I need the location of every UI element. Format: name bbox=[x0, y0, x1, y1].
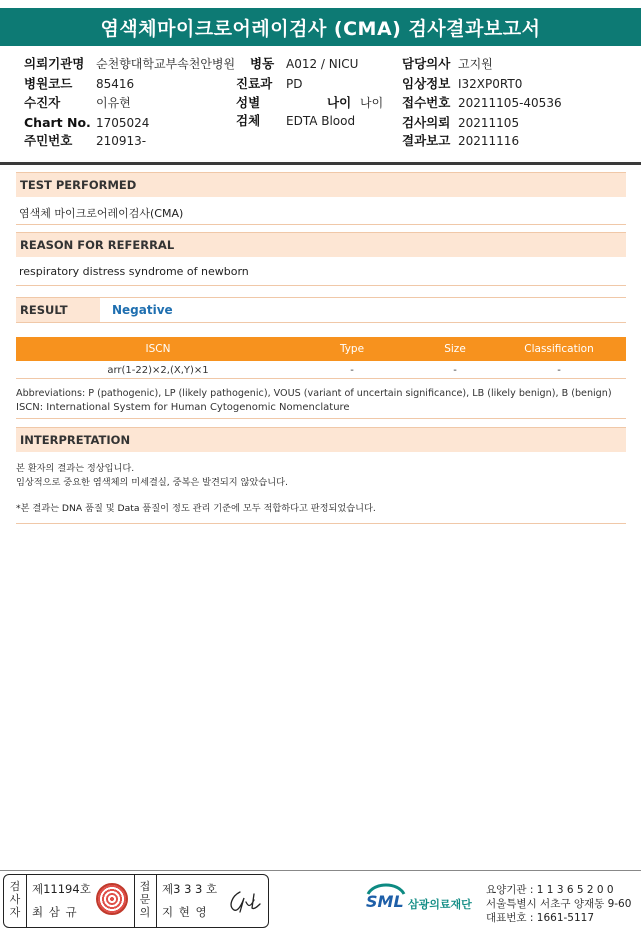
dept-label: 진료과 bbox=[236, 76, 273, 91]
col-classification: Classification bbox=[524, 343, 594, 355]
age-value: 나이 bbox=[360, 96, 384, 110]
cell-classification: - bbox=[557, 365, 561, 376]
result-row bbox=[16, 297, 626, 323]
result-value: Negative bbox=[112, 303, 173, 317]
examiner-name: 최 삼 규 bbox=[32, 905, 78, 919]
section-divider bbox=[16, 418, 626, 419]
confirmer-name: 지 현 영 bbox=[162, 905, 208, 919]
result-label: RESULT bbox=[16, 298, 100, 322]
col-size: Size bbox=[444, 343, 466, 355]
examiner-label bbox=[5, 880, 25, 919]
examiner-label-text: 검사자 bbox=[9, 880, 21, 919]
cell-iscn: arr(1-22)×2,(X,Y)×1 bbox=[107, 365, 209, 376]
clinical-value: I32XP0RT0 bbox=[458, 77, 523, 91]
referral-header: REASON FOR REFERRAL bbox=[16, 232, 626, 257]
doctor-value: 고지원 bbox=[458, 57, 493, 71]
logo-text: SML bbox=[366, 892, 404, 911]
receipt-label: 접수번호 bbox=[402, 95, 451, 110]
request-org-value: 순천향대학교부속천안병원 bbox=[96, 57, 236, 71]
ward-label: 병동 bbox=[250, 56, 275, 71]
age-label: 나이 bbox=[327, 95, 352, 110]
report-title: 염색체마이크로어레이검사 (CMA) 검사결과보고서 bbox=[0, 8, 641, 46]
vertical-divider bbox=[26, 874, 27, 928]
test-performed-value: 염색체 마이크로어레이검사(CMA) bbox=[19, 207, 184, 220]
id-value: 210913- bbox=[96, 134, 147, 148]
report-date-value: 20211116 bbox=[458, 134, 520, 148]
examiner-number: 제11194호 bbox=[32, 882, 91, 896]
doctor-label: 담당의사 bbox=[402, 56, 451, 71]
result-table-header bbox=[16, 337, 626, 361]
referral-value: respiratory distress syndrome of newborn bbox=[19, 265, 249, 278]
org-code: 요양기관 : 1 1 3 6 5 2 0 0 bbox=[486, 884, 614, 896]
chart-value: 1705024 bbox=[96, 116, 150, 130]
id-label: 주민번호 bbox=[24, 133, 73, 148]
iscn-note: ISCN: International System for Human Cytogenomic Nomenclature bbox=[16, 402, 350, 413]
confirmer-label-text: 접문의 bbox=[139, 880, 151, 919]
org-name: 삼광의료재단 bbox=[408, 898, 472, 911]
official-seal-icon bbox=[96, 883, 128, 915]
ward-value: A012 / NICU bbox=[286, 57, 359, 71]
interpretation-line: 본 환자의 결과는 정상입니다. bbox=[16, 463, 135, 474]
signature-icon bbox=[226, 888, 262, 914]
hospital-code-value: 85416 bbox=[96, 77, 135, 91]
col-type: Type bbox=[339, 343, 365, 355]
request-date-label: 검사의뢰 bbox=[402, 115, 451, 130]
chart-label: Chart No. bbox=[24, 115, 91, 130]
confirmer-label bbox=[135, 880, 155, 919]
footer-divider bbox=[0, 870, 641, 871]
org-phone: 대표번호 : 1661-5117 bbox=[486, 912, 595, 924]
col-iscn: ISCN bbox=[145, 343, 171, 355]
dept-value: PD bbox=[286, 77, 303, 91]
sex-label: 성별 bbox=[236, 95, 261, 110]
table-row bbox=[16, 362, 626, 379]
request-date-value: 20211105 bbox=[458, 116, 520, 130]
header-divider bbox=[0, 162, 641, 165]
cell-size: - bbox=[453, 365, 457, 376]
interpretation-line: 임상적으로 중요한 염색체의 미세결실, 중복은 발견되지 않았습니다. bbox=[16, 477, 288, 488]
interpretation-note: *본 결과는 DNA 품질 및 Data 품질이 정도 관리 기준에 모두 적합하다고 판정되었습니다. bbox=[16, 503, 376, 514]
vertical-divider bbox=[156, 874, 157, 928]
report-date-label: 결과보고 bbox=[402, 133, 451, 148]
specimen-value: EDTA Blood bbox=[286, 114, 356, 128]
patient-value: 이유현 bbox=[96, 96, 131, 110]
hospital-code-label: 병원코드 bbox=[24, 76, 73, 91]
abbreviations-line: Abbreviations: P (pathogenic), LP (likely pathogenic), VOUS (variant of uncertain significance), LB (likely benign), B (benign) bbox=[16, 388, 612, 399]
clinical-label: 임상정보 bbox=[402, 76, 451, 91]
org-address: 서울특별시 서초구 양재동 9-60 bbox=[486, 898, 632, 910]
confirmer-number: 제3 3 3 호 bbox=[162, 882, 218, 896]
specimen-label: 검체 bbox=[236, 113, 261, 128]
section-divider bbox=[16, 224, 626, 225]
request-org-label: 의뢰기관명 bbox=[24, 56, 85, 71]
section-divider bbox=[16, 523, 626, 524]
section-divider bbox=[16, 285, 626, 286]
patient-label: 수진자 bbox=[24, 95, 61, 110]
receipt-value: 20211105-40536 bbox=[458, 96, 562, 110]
test-performed-header: TEST PERFORMED bbox=[16, 172, 626, 197]
interpretation-header: INTERPRETATION bbox=[16, 427, 626, 452]
cell-type: - bbox=[350, 365, 354, 376]
